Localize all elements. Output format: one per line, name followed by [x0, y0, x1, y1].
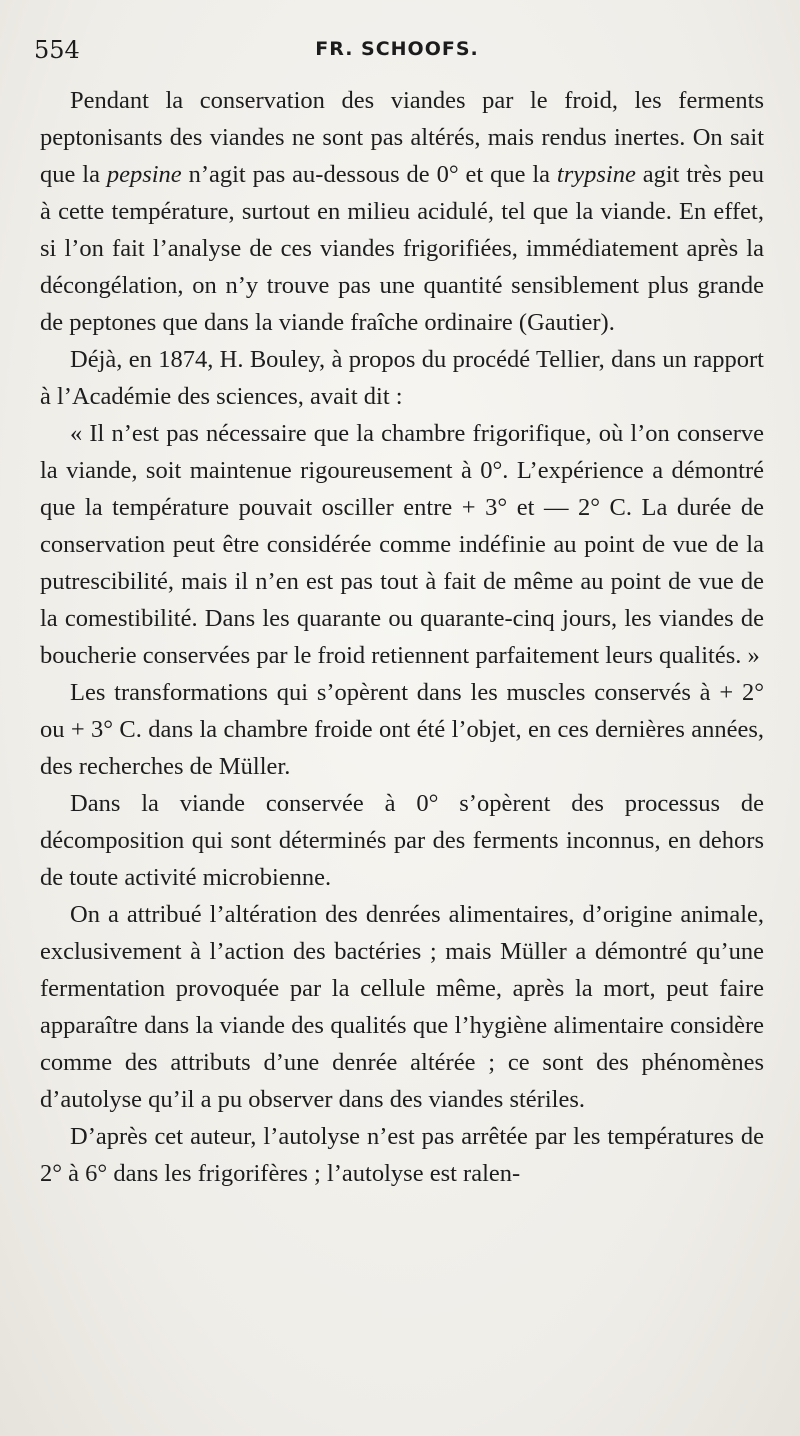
paragraph-7: D’après cet auteur, l’autolyse n’est pas arrêtée par les températures de 2° à 6° dans les frigorifères ; l’autolyse est ralen-: [40, 1123, 764, 1187]
trypsine-term: trypsine: [556, 161, 636, 188]
pepsine-term: pepsine: [106, 161, 182, 188]
paragraph-4: Les transformations qui s’opèrent dans les muscles conservés à + 2° ou + 3° C. dans la chambre froide ont été l’objet, en ces dernières années, des recherches de Müller.: [40, 679, 764, 780]
paragraph-6: On a attribué l’altération des denrées alimentaires, d’origine animale, exclusivement à l’action des bactéries ; mais Müller a démontré qu’une fermentation provoquée par la cellule même, après la mort, peut faire apparaître dans la viande des qualités que l’hygiène alimentaire considère comme des attributs d’une denrée altérée ; ce sont des phénomènes d’autolyse qu’il a pu observer dans des viandes stériles.: [40, 901, 764, 1113]
paragraph-1-part-a: Pendant la conservation des viandes par le froid, les ferments peptonisants des viandes ne sont pas altérés, mais rendus inertes. On sait que la: [40, 87, 764, 188]
paragraph-2: Déjà, en 1874, H. Bouley, à propos du procédé Tellier, dans un rapport à l’Académie des sciences, avait dit :: [40, 346, 764, 410]
page-number: 554: [34, 36, 80, 64]
running-head: FR. SCHOOFS.: [315, 38, 479, 60]
paragraph-3-quote: « Il n’est pas nécessaire que la chambre frigorifique, où l’on conserve la viande, soit maintenue rigoureusement à 0°. L’expérience a démontré que la température pouvait osciller entre + 3° et — 2° C. La durée de conservation peut être considérée comme indéfinie au point de vue de la putrescibilité, mais il n’en est pas tout à fait de même au point de vue de la comestibilité. Dans les quarante ou quarante-cinq jours, les viandes de boucherie conservées par le froid retiennent parfaitement leurs qualités. »: [40, 420, 764, 669]
paragraph-1: [40, 82, 764, 341]
paragraph-1-part-c: agit très peu à cette température, surtout en milieu acidulé, tel que la viande. En effet, si l’on fait l’analyse de ces viandes frigorifiées, immédiatement après la décongélation, on n’y trouve pas une quantité sensiblement plus grande de peptones que dans la viande fraîche ordinaire (Gautier).: [40, 161, 764, 336]
page-header: [34, 30, 760, 70]
paragraph-5: Dans la viande conservée à 0° s’opèrent des processus de décomposition qui sont déterminés par des ferments inconnus, en dehors de toute activité microbienne.: [40, 790, 764, 891]
body-text: [40, 82, 764, 1192]
paragraph-1-part-b: n’agit pas au-dessous de 0° et que la: [181, 161, 557, 188]
